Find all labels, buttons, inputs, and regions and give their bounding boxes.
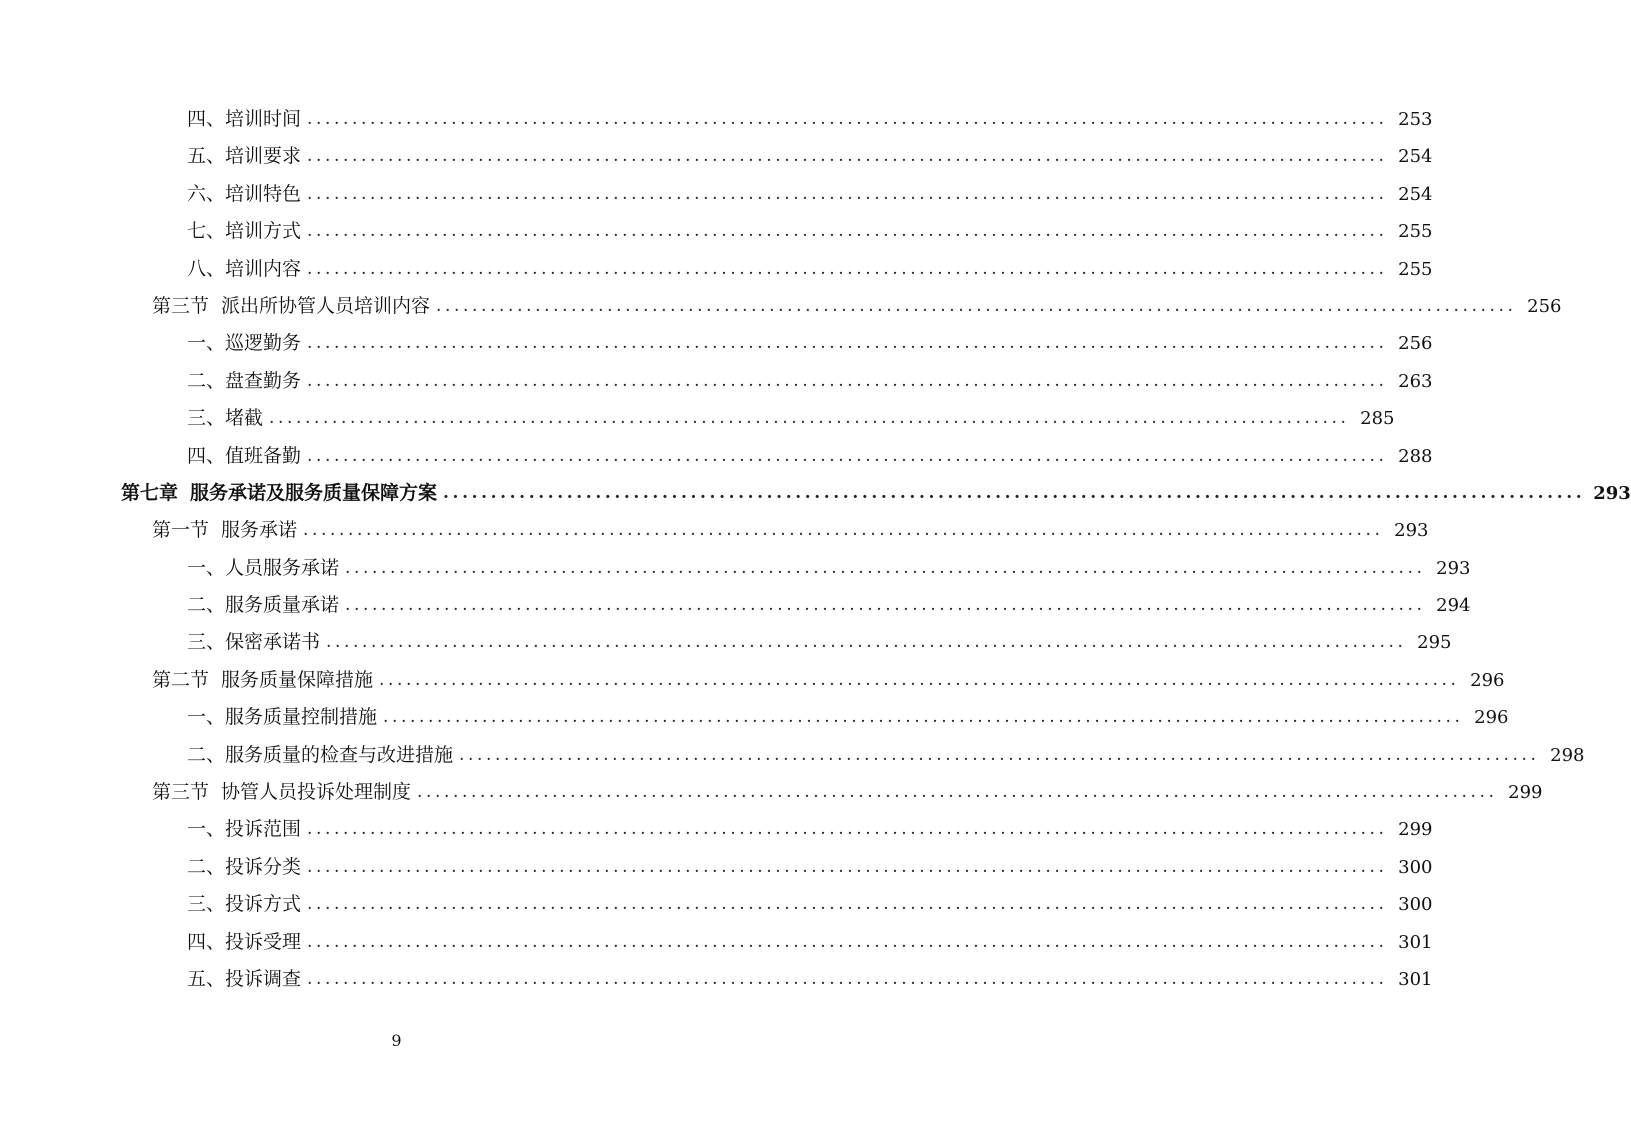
toc-entry-label bbox=[187, 699, 377, 736]
toc-entry-label bbox=[152, 512, 297, 549]
toc-dot-leader: ........................................................................................................................ bbox=[307, 333, 1388, 354]
toc-item[interactable] bbox=[0, 400, 1395, 437]
toc-page-number: 293 bbox=[1394, 520, 1429, 542]
toc-entry-label bbox=[187, 176, 301, 213]
toc-entry-title: 派出所协管人员培训内容 bbox=[221, 294, 431, 317]
toc-item[interactable] bbox=[0, 251, 1433, 288]
toc-item[interactable] bbox=[0, 363, 1433, 400]
toc-entry-label bbox=[152, 288, 430, 325]
toc-entry-label bbox=[187, 438, 301, 475]
toc-dot-leader: ........................................................................................................................ bbox=[307, 968, 1388, 989]
toc-entry-prefix: 第一节 bbox=[152, 519, 210, 542]
toc-page-number: 296 bbox=[1470, 669, 1505, 691]
toc-entry-label bbox=[187, 325, 301, 362]
toc-page-number: 298 bbox=[1550, 744, 1585, 766]
toc-entry-label bbox=[187, 849, 301, 886]
toc-dot-leader: ........................................................................................................................ bbox=[459, 744, 1540, 765]
toc-page-number: 263 bbox=[1398, 370, 1433, 392]
toc-dot-leader: ........................................................................................................................ bbox=[307, 931, 1388, 952]
toc-item[interactable] bbox=[0, 101, 1433, 138]
toc-page-number: 301 bbox=[1398, 968, 1433, 990]
toc-dot-leader: ........................................................................................................................ bbox=[269, 408, 1350, 429]
toc-entry-prefix: 一、投诉范围 bbox=[187, 818, 302, 841]
toc-entry-prefix: 一、人员服务承诺 bbox=[187, 556, 340, 579]
toc-dot-leader: ........................................................................................................................ bbox=[307, 445, 1388, 466]
toc-item[interactable] bbox=[0, 624, 1452, 661]
toc-page-number: 253 bbox=[1398, 109, 1433, 130]
toc-item[interactable] bbox=[0, 138, 1433, 175]
toc-dot-leader: ........................................................................................................................ bbox=[307, 370, 1388, 391]
toc-entry-label bbox=[152, 662, 373, 699]
toc-entry-prefix: 二、盘查勤务 bbox=[187, 369, 302, 392]
toc-dot-leader: ........................................................................................................................ bbox=[307, 183, 1388, 204]
toc-dot-leader: ........................................................................................................................ bbox=[307, 221, 1388, 242]
toc-entry-prefix: 八、培训内容 bbox=[187, 257, 302, 280]
toc-item[interactable] bbox=[0, 438, 1433, 475]
toc-page-number: 299 bbox=[1508, 782, 1543, 804]
toc-entry-label bbox=[121, 475, 437, 512]
toc-section[interactable] bbox=[0, 288, 1562, 325]
toc-entry-label bbox=[187, 138, 301, 175]
toc-entry-label bbox=[152, 774, 411, 811]
toc-entry-label bbox=[187, 924, 301, 961]
toc-page-number: 296 bbox=[1474, 707, 1509, 729]
toc-chapter[interactable] bbox=[0, 475, 1631, 512]
toc-dot-leader: ........................................................................................................................ bbox=[345, 595, 1426, 616]
toc-page-number: 300 bbox=[1398, 856, 1433, 878]
toc-dot-leader: ........................................................................................................................ bbox=[307, 819, 1388, 840]
toc-item[interactable] bbox=[0, 961, 1433, 998]
toc-dot-leader: ........................................................................................................................ bbox=[443, 482, 1586, 503]
toc-item[interactable] bbox=[0, 550, 1471, 587]
toc-entry-title: 服务承诺 bbox=[221, 519, 298, 542]
toc-entry-prefix: 二、投诉分类 bbox=[187, 855, 302, 878]
toc-dot-leader: ........................................................................................................................ bbox=[307, 894, 1388, 915]
toc-page-number: 300 bbox=[1398, 894, 1433, 916]
toc-entry-label bbox=[187, 961, 301, 998]
toc-entry-label bbox=[187, 737, 453, 774]
toc-dot-leader: ........................................................................................................................ bbox=[417, 782, 1498, 803]
toc-entry-label bbox=[187, 811, 301, 848]
toc-entry-prefix: 四、投诉受理 bbox=[187, 930, 302, 953]
toc-page-number: 299 bbox=[1398, 819, 1433, 841]
toc-entry-label bbox=[187, 624, 320, 661]
toc-entry-prefix: 七、培训方式 bbox=[187, 220, 302, 243]
toc-page-number: 301 bbox=[1398, 931, 1433, 953]
toc-entry-prefix: 第二节 bbox=[152, 668, 210, 691]
toc-dot-leader: ........................................................................................................................ bbox=[307, 856, 1388, 877]
toc-page-number: 256 bbox=[1527, 295, 1562, 317]
toc-entry-prefix: 四、值班备勤 bbox=[187, 444, 302, 467]
toc-page-number: 293 bbox=[1436, 557, 1471, 579]
toc-page-number: 294 bbox=[1436, 595, 1471, 617]
toc-page-number: 256 bbox=[1398, 333, 1433, 355]
toc-page-number: 255 bbox=[1398, 221, 1433, 243]
toc-entry-label bbox=[187, 363, 301, 400]
toc-section[interactable] bbox=[0, 512, 1429, 549]
toc-dot-leader: ........................................................................................................................ bbox=[307, 146, 1388, 167]
toc-entry-prefix: 第七章 bbox=[121, 481, 179, 504]
toc-entry-prefix: 第三节 bbox=[152, 781, 210, 804]
toc-entry-title: 服务承诺及服务质量保障方案 bbox=[190, 481, 438, 504]
toc-dot-leader: ........................................................................................................................ bbox=[303, 520, 1384, 541]
toc-entry-prefix: 三、保密承诺书 bbox=[187, 631, 321, 654]
toc-entry-label bbox=[187, 213, 301, 250]
toc-item[interactable] bbox=[0, 325, 1433, 362]
toc-page-number: 285 bbox=[1360, 408, 1395, 430]
toc-page-number: 288 bbox=[1398, 445, 1433, 467]
toc-dot-leader: ........................................................................................................................ bbox=[383, 707, 1464, 728]
toc-entry-label bbox=[187, 251, 301, 288]
toc-entry-prefix: 四、培训时间 bbox=[187, 108, 302, 130]
toc-item[interactable] bbox=[0, 213, 1433, 250]
toc-item[interactable] bbox=[0, 587, 1471, 624]
toc-page-number: 254 bbox=[1398, 183, 1433, 205]
toc-item[interactable] bbox=[0, 737, 1585, 774]
toc-entry-prefix: 三、堵截 bbox=[187, 407, 264, 430]
toc-entry-prefix: 二、服务质量的检查与改进措施 bbox=[187, 743, 454, 766]
toc-entry-label bbox=[187, 400, 263, 437]
toc-entry-label bbox=[187, 101, 301, 138]
toc-entry-prefix: 六、培训特色 bbox=[187, 182, 302, 205]
toc-page-number: 255 bbox=[1398, 258, 1433, 280]
toc-entry-title: 服务质量保障措施 bbox=[221, 668, 374, 691]
toc-item[interactable] bbox=[0, 849, 1433, 886]
toc-section[interactable] bbox=[0, 662, 1505, 699]
toc-entry-label bbox=[187, 550, 339, 587]
toc-entry-prefix: 五、培训要求 bbox=[187, 145, 302, 168]
toc-item[interactable] bbox=[0, 886, 1433, 923]
toc-dot-leader: ........................................................................................................................ bbox=[326, 632, 1407, 653]
toc-item[interactable] bbox=[0, 811, 1433, 848]
toc-page-number: 295 bbox=[1417, 632, 1452, 654]
toc-item[interactable] bbox=[0, 176, 1433, 213]
toc-entry-prefix: 五、投诉调查 bbox=[187, 967, 302, 990]
toc-entry-prefix: 一、服务质量控制措施 bbox=[187, 706, 378, 729]
toc-section[interactable] bbox=[0, 774, 1543, 811]
toc-entry-label bbox=[187, 886, 301, 923]
toc-entry-prefix: 第三节 bbox=[152, 294, 210, 317]
page-number: 9 bbox=[391, 1031, 402, 1050]
toc-entry-label bbox=[187, 587, 339, 624]
toc-item[interactable] bbox=[0, 924, 1433, 961]
toc-page-number: 254 bbox=[1398, 146, 1433, 168]
toc-dot-leader: ........................................................................................................................ bbox=[307, 109, 1388, 129]
toc-item[interactable] bbox=[0, 699, 1509, 736]
toc-dot-leader: ........................................................................................................................ bbox=[307, 258, 1388, 279]
toc-dot-leader: ........................................................................................................................ bbox=[345, 557, 1426, 578]
toc-entry-prefix: 三、投诉方式 bbox=[187, 893, 302, 916]
toc-dot-leader: ........................................................................................................................ bbox=[436, 295, 1517, 316]
toc-entry-prefix: 二、服务质量承诺 bbox=[187, 594, 340, 617]
toc-page-number: 293 bbox=[1593, 482, 1631, 504]
toc-entry-title: 协管人员投诉处理制度 bbox=[221, 781, 412, 804]
toc-dot-leader: ........................................................................................................................ bbox=[379, 669, 1460, 690]
toc-entry-prefix: 一、巡逻勤务 bbox=[187, 332, 302, 355]
table-of-contents bbox=[0, 101, 1631, 998]
